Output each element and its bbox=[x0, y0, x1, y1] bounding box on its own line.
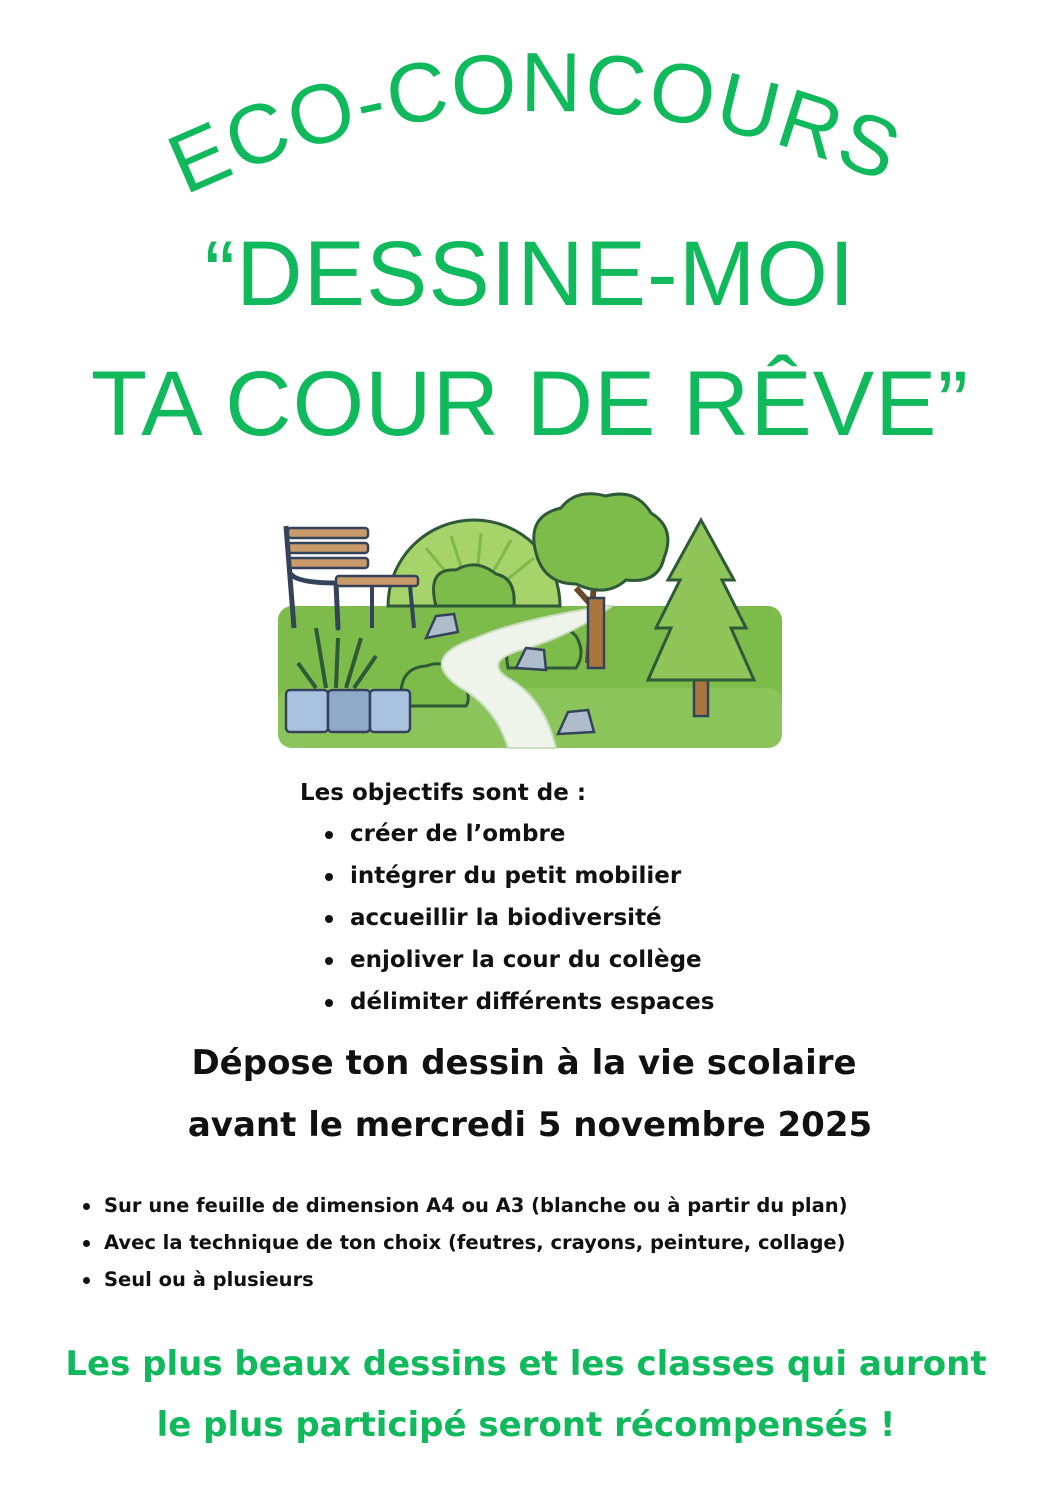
deadline-line-2: avant le mercredi 5 novembre 2025 bbox=[187, 1105, 873, 1145]
arched-title bbox=[0, 40, 1060, 210]
bullet-icon bbox=[83, 1277, 90, 1284]
rules-list bbox=[80, 1193, 848, 1304]
svg-text:ECO-CONCOURS bbox=[155, 40, 915, 210]
schoolyard-illustration bbox=[276, 488, 784, 750]
bullet-icon bbox=[83, 1203, 90, 1210]
list-item-text: créer de l’ombre bbox=[350, 821, 566, 847]
list-item-text: Sur une feuille de dimension A4 ou A3 (blanche ou à partir du plan) bbox=[104, 1194, 848, 1217]
list-item bbox=[300, 986, 714, 1028]
bullet-icon bbox=[325, 873, 333, 881]
bullet-icon bbox=[325, 915, 333, 923]
closing-line-2: le plus participé seront récompensés ! bbox=[156, 1405, 896, 1445]
title-line-2: TA COUR DE RÊVE” bbox=[90, 353, 970, 455]
title-line-1: “DESSINE-MOI bbox=[204, 223, 856, 325]
list-item bbox=[80, 1267, 848, 1304]
bullet-icon bbox=[325, 999, 333, 1007]
bullet-icon bbox=[325, 957, 333, 965]
objectives-list bbox=[300, 818, 714, 1028]
closing-line-1: Les plus beaux dessins et les classes qui auront bbox=[65, 1344, 987, 1384]
list-item-text: enjoliver la cour du collège bbox=[350, 947, 702, 973]
list-item-text: Seul ou à plusieurs bbox=[104, 1268, 314, 1291]
arched-title-text: ECO-CONCOURS bbox=[154, 40, 915, 210]
list-item-text: accueillir la biodiversité bbox=[350, 905, 662, 931]
objectives-title: Les objectifs sont de : bbox=[300, 780, 587, 806]
list-item bbox=[300, 860, 714, 902]
bullet-icon bbox=[83, 1240, 90, 1247]
deadline-line-1: Dépose ton dessin à la vie scolaire bbox=[191, 1043, 857, 1083]
list-item-text: délimiter différents espaces bbox=[350, 989, 715, 1015]
list-item bbox=[300, 818, 714, 860]
list-item bbox=[300, 944, 714, 986]
list-item bbox=[80, 1230, 848, 1267]
list-item-text: Avec la technique de ton choix (feutres, crayons, peinture, collage) bbox=[104, 1231, 846, 1254]
list-item-text: intégrer du petit mobilier bbox=[350, 863, 682, 889]
list-item bbox=[300, 902, 714, 944]
list-item bbox=[80, 1193, 848, 1230]
bullet-icon bbox=[325, 831, 333, 839]
